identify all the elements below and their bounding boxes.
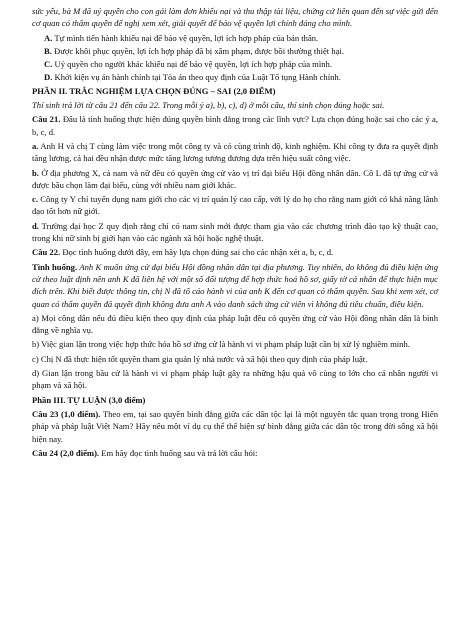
option-a-text: Tự mình tiến hành khiếu nại để bảo vệ quyền, lợi ích hợp pháp của bản thân. xyxy=(54,32,319,43)
q24-text: Em hãy đọc tình huống sau và trả lời câu hỏi: xyxy=(99,447,258,458)
q22-item-c xyxy=(32,353,438,365)
q23-text: Theo em, tại sao quyền bình đẳng giữa các dân tộc lại là một nguyên tắc quan trọng trong Hiến pháp và pháp luật Việt Nam? Hãy nêu một ví dụ cụ thể thể hiện sự bình đẳng giữa các dân tộc trong đời sống xã hội hiện nay. xyxy=(32,408,439,444)
q22-situation-text: Anh K muốn ứng cử đại biểu Hội đồng nhân dân tại địa phương. Tuy nhiên, do không đủ điều kiện ứng cử theo luật định nên anh K đã liên hệ với một số đối tượng để hợp thức hoá hồ sơ, giấy tờ cá nhân để thực hiện mục đích trên. Khi biết được thông tin, chị N đã tố cáo hành vi của anh K đến cơ quan có thẩm quyền. Sau khi xem xét, cơ quan có thẩm quyền đã quyết định không đưa anh A vào danh sách ứng cử viên vì không đủ tiêu chuẩn, điều kiện. xyxy=(32,261,438,309)
q22-item-d-text: Gian lận trong bầu cử là hành vi vi phạm pháp luật gây ra những hậu quả vô cùng to lớn cho cá nhân người vi phạm và xã hội. xyxy=(32,368,438,391)
option-b-text: Được khôi phục quyền, lợi ích hợp pháp đã bị xâm phạm, được bồi thường thiệt hại. xyxy=(54,45,344,56)
q21-item-d-text: Trường đại học Z quy định rằng chỉ có nam sinh mới được tham gia vào các chương trình đào tạo kỹ thuật cao, trong khi nữ sinh bị giới hạn vào các ngành xã hội hoặc nghệ thuật. xyxy=(32,220,438,244)
option-b xyxy=(32,45,438,57)
q21-text: Đâu là tình huống thực hiện đúng quyền bình đẳng trong các lĩnh vực? Lựa chọn đúng hoặc sai cho các ý a, b, c, d. xyxy=(32,114,438,137)
q22-item-a-letter: a) xyxy=(32,312,39,323)
q22-item-c-text: Chị N đã thực hiện tốt quyền tham gia quản lý nhà nước và xã hội theo quy định của pháp luật. xyxy=(38,353,368,364)
question-24 xyxy=(32,447,438,459)
q21-item-a-text: Anh H và chị T cùng làm việc trong một công ty và có cùng trình độ, kinh nghiệm. Khi công ty đưa ra quyết định tăng lương, cả hai đều nhận được mức tăng lương tương đương dựa trên hiệu suất công việc. xyxy=(32,140,438,164)
part3-title: Phần III. TỰ LUẬN (3,0 điểm) xyxy=(32,394,146,405)
q21-item-b xyxy=(32,167,438,192)
option-a-letter: A. xyxy=(44,32,53,43)
option-c xyxy=(32,58,438,70)
q23-label: Câu 23 (1,0 điểm). xyxy=(32,408,101,419)
q22-item-a-text: Mọi công dân nếu đủ điều kiện theo quy định của pháp luật đều có quyền ứng cử vào Hội đồng nhân dân là bình đẳng về nghĩa vụ. xyxy=(32,312,438,336)
q21-item-a xyxy=(32,140,438,165)
q22-label: Câu 22. xyxy=(32,247,61,258)
question-22 xyxy=(32,246,438,258)
q21-item-c xyxy=(32,193,438,218)
question-21 xyxy=(32,113,438,138)
option-d xyxy=(32,71,438,83)
q21-item-d-letter: d. xyxy=(32,220,39,231)
q21-item-c-letter: c. xyxy=(32,194,38,205)
q21-item-c-text: Công ty Y chỉ tuyển dụng nam giới cho các vị trí quản lý cao cấp, với lý do họ cho rằng nam giới có khả năng lãnh đạo tốt hơn nữ giới. xyxy=(32,194,438,217)
q22-item-b xyxy=(32,338,438,350)
q21-item-b-text: Ở địa phương X, cả nam và nữ đều có quyền ứng cử vào vị trí đại biểu Hội đồng nhân dân. Cô L đã tự ứng cử và được bầu chọn làm đại biểu, cùng với nhiều nam giới khác. xyxy=(32,167,438,190)
q22-item-d-letter: d) xyxy=(32,368,40,379)
option-b-letter: B. xyxy=(44,45,52,56)
q21-item-d xyxy=(32,220,438,245)
intro-paragraph: sức yếu, bà M đã uỷ quyền cho con gái làm đơn khiếu nại và thu thập tài liệu, chứng cứ liên quan đến sự việc gửi đến cơ quan có thẩm quyền để nghị xem xét, giải quyết để bảo vệ quyền lợi chính đáng cho mình. xyxy=(32,6,438,29)
option-d-letter: D. xyxy=(44,72,53,83)
option-a xyxy=(32,32,438,44)
question-23 xyxy=(32,408,438,445)
part2-title: PHẦN II. TRẮC NGHIỆM LỰA CHỌN ĐÚNG – SAI (2,0 ĐIỂM) xyxy=(32,85,276,96)
q21-item-a-letter: a. xyxy=(32,140,39,151)
q22-item-b-letter: b) xyxy=(32,339,40,350)
q22-item-c-letter: c) xyxy=(32,353,39,364)
q21-label: Câu 21. xyxy=(32,114,61,125)
q22-text: Đọc tình huống dưới đây, em hãy lựa chọn đúng sai cho các nhận xét a, b, c, d. xyxy=(60,247,334,258)
option-d-text: Khởi kiện vụ án hành chính tại Tòa án theo quy định của Luật Tố tụng Hành chính. xyxy=(54,72,341,83)
q22-situation xyxy=(32,261,438,310)
q24-label: Câu 24 (2,0 điểm). xyxy=(32,447,100,458)
option-c-letter: C. xyxy=(44,59,53,70)
q21-item-b-letter: b. xyxy=(32,167,39,178)
q22-item-d xyxy=(32,367,438,392)
option-c-text: Uỷ quyền cho người khác khiếu nại để bảo vệ quyền, lợi ích hợp pháp của mình. xyxy=(54,59,332,70)
q22-situation-label: Tình huống. xyxy=(32,261,78,272)
q22-item-b-text: Việc gian lận trong việc hợp thức hóa hồ sơ ứng cử là hành vi vi phạm pháp luật cần bị xử lý nghiêm minh. xyxy=(39,339,410,350)
part2-instruction: Thí sinh trả lời từ câu 21 đến câu 22. Trong mỗi ý a), b), c), d) ở mỗi câu, thí sinh chọn đúng hoặc sai. xyxy=(32,100,385,111)
q22-item-a xyxy=(32,312,438,337)
